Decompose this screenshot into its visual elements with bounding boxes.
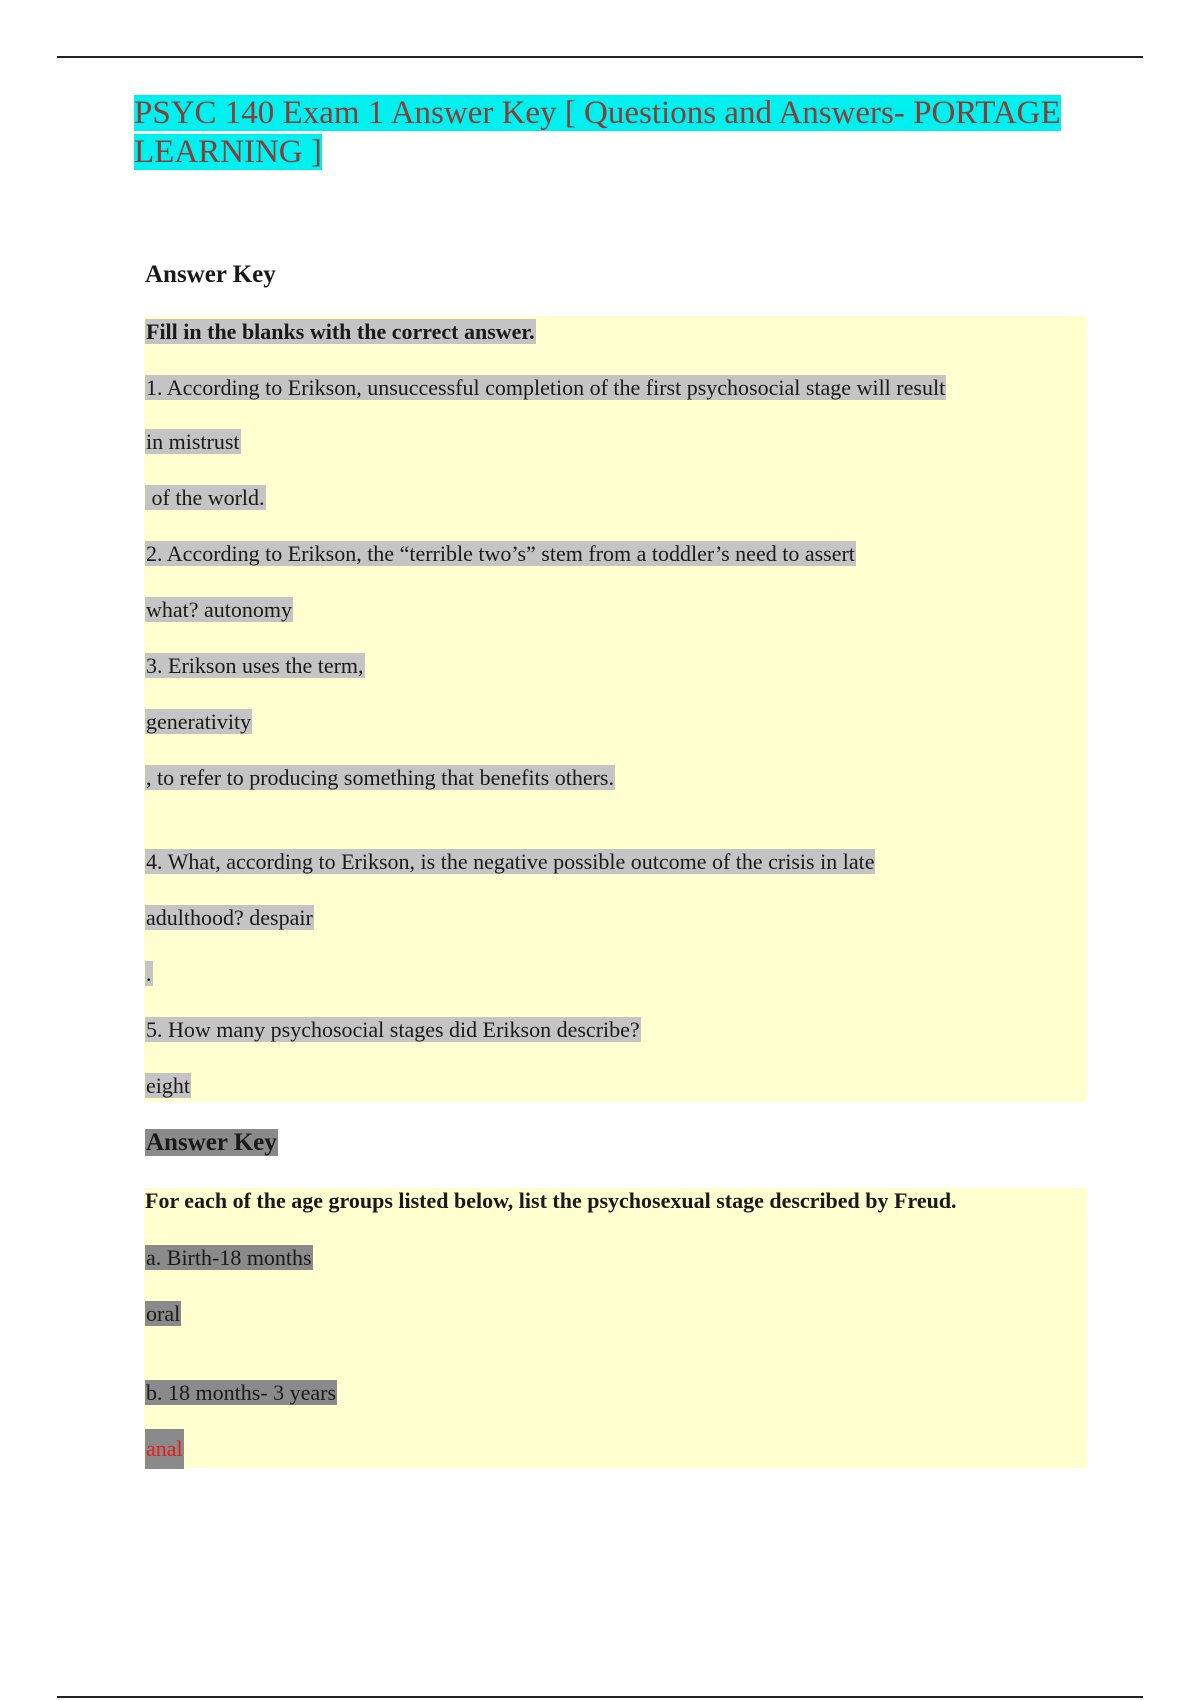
section1-instruction: Fill in the blanks with the correct answer. bbox=[146, 319, 535, 344]
item-a-label: a. Birth-18 months bbox=[146, 1245, 312, 1270]
q3-line-1: 3. Erikson uses the term, bbox=[146, 653, 364, 678]
q1-line-1: 1. According to Erikson, unsuccessful completion of the first psychosocial stage will result bbox=[146, 375, 946, 400]
q4-line-3: . bbox=[146, 961, 152, 986]
q2-line-2: what? autonomy bbox=[146, 597, 293, 622]
top-rule bbox=[57, 56, 1143, 58]
q1-line-2: in mistrust bbox=[146, 429, 240, 454]
item-b-answer: anal bbox=[145, 1435, 184, 1469]
section2-heading: Answer Key bbox=[146, 1129, 277, 1156]
section2-panel bbox=[144, 1188, 1087, 1468]
item-b-label: b. 18 months- 3 years bbox=[146, 1380, 337, 1405]
bottom-rule bbox=[57, 1696, 1143, 1698]
q3-line-3: , to refer to producing something that benefits others. bbox=[146, 765, 614, 790]
document-title: PSYC 140 Exam 1 Answer Key [ Questions and Answers- PORTAGE LEARNING ] bbox=[134, 95, 1061, 170]
item-a-answer: oral bbox=[146, 1301, 181, 1326]
section1-panel bbox=[144, 316, 1087, 1102]
section1-heading: Answer Key bbox=[145, 261, 276, 288]
q4-line-2: adulthood? despair bbox=[146, 905, 313, 930]
q2-line-1: 2. According to Erikson, the “terrible two’s” stem from a toddler’s need to assert bbox=[146, 541, 855, 566]
q5-line-1: 5. How many psychosocial stages did Erikson describe? bbox=[146, 1017, 640, 1042]
q5-line-2: eight bbox=[146, 1073, 190, 1098]
q3-line-2: generativity bbox=[146, 709, 252, 734]
section2-instruction: For each of the age groups listed below, list the psychosexual stage described by Freud. bbox=[145, 1188, 957, 1213]
q1-line-3: of the world. bbox=[146, 485, 265, 510]
q4-line-1: 4. What, according to Erikson, is the negative possible outcome of the crisis in late bbox=[146, 849, 875, 874]
